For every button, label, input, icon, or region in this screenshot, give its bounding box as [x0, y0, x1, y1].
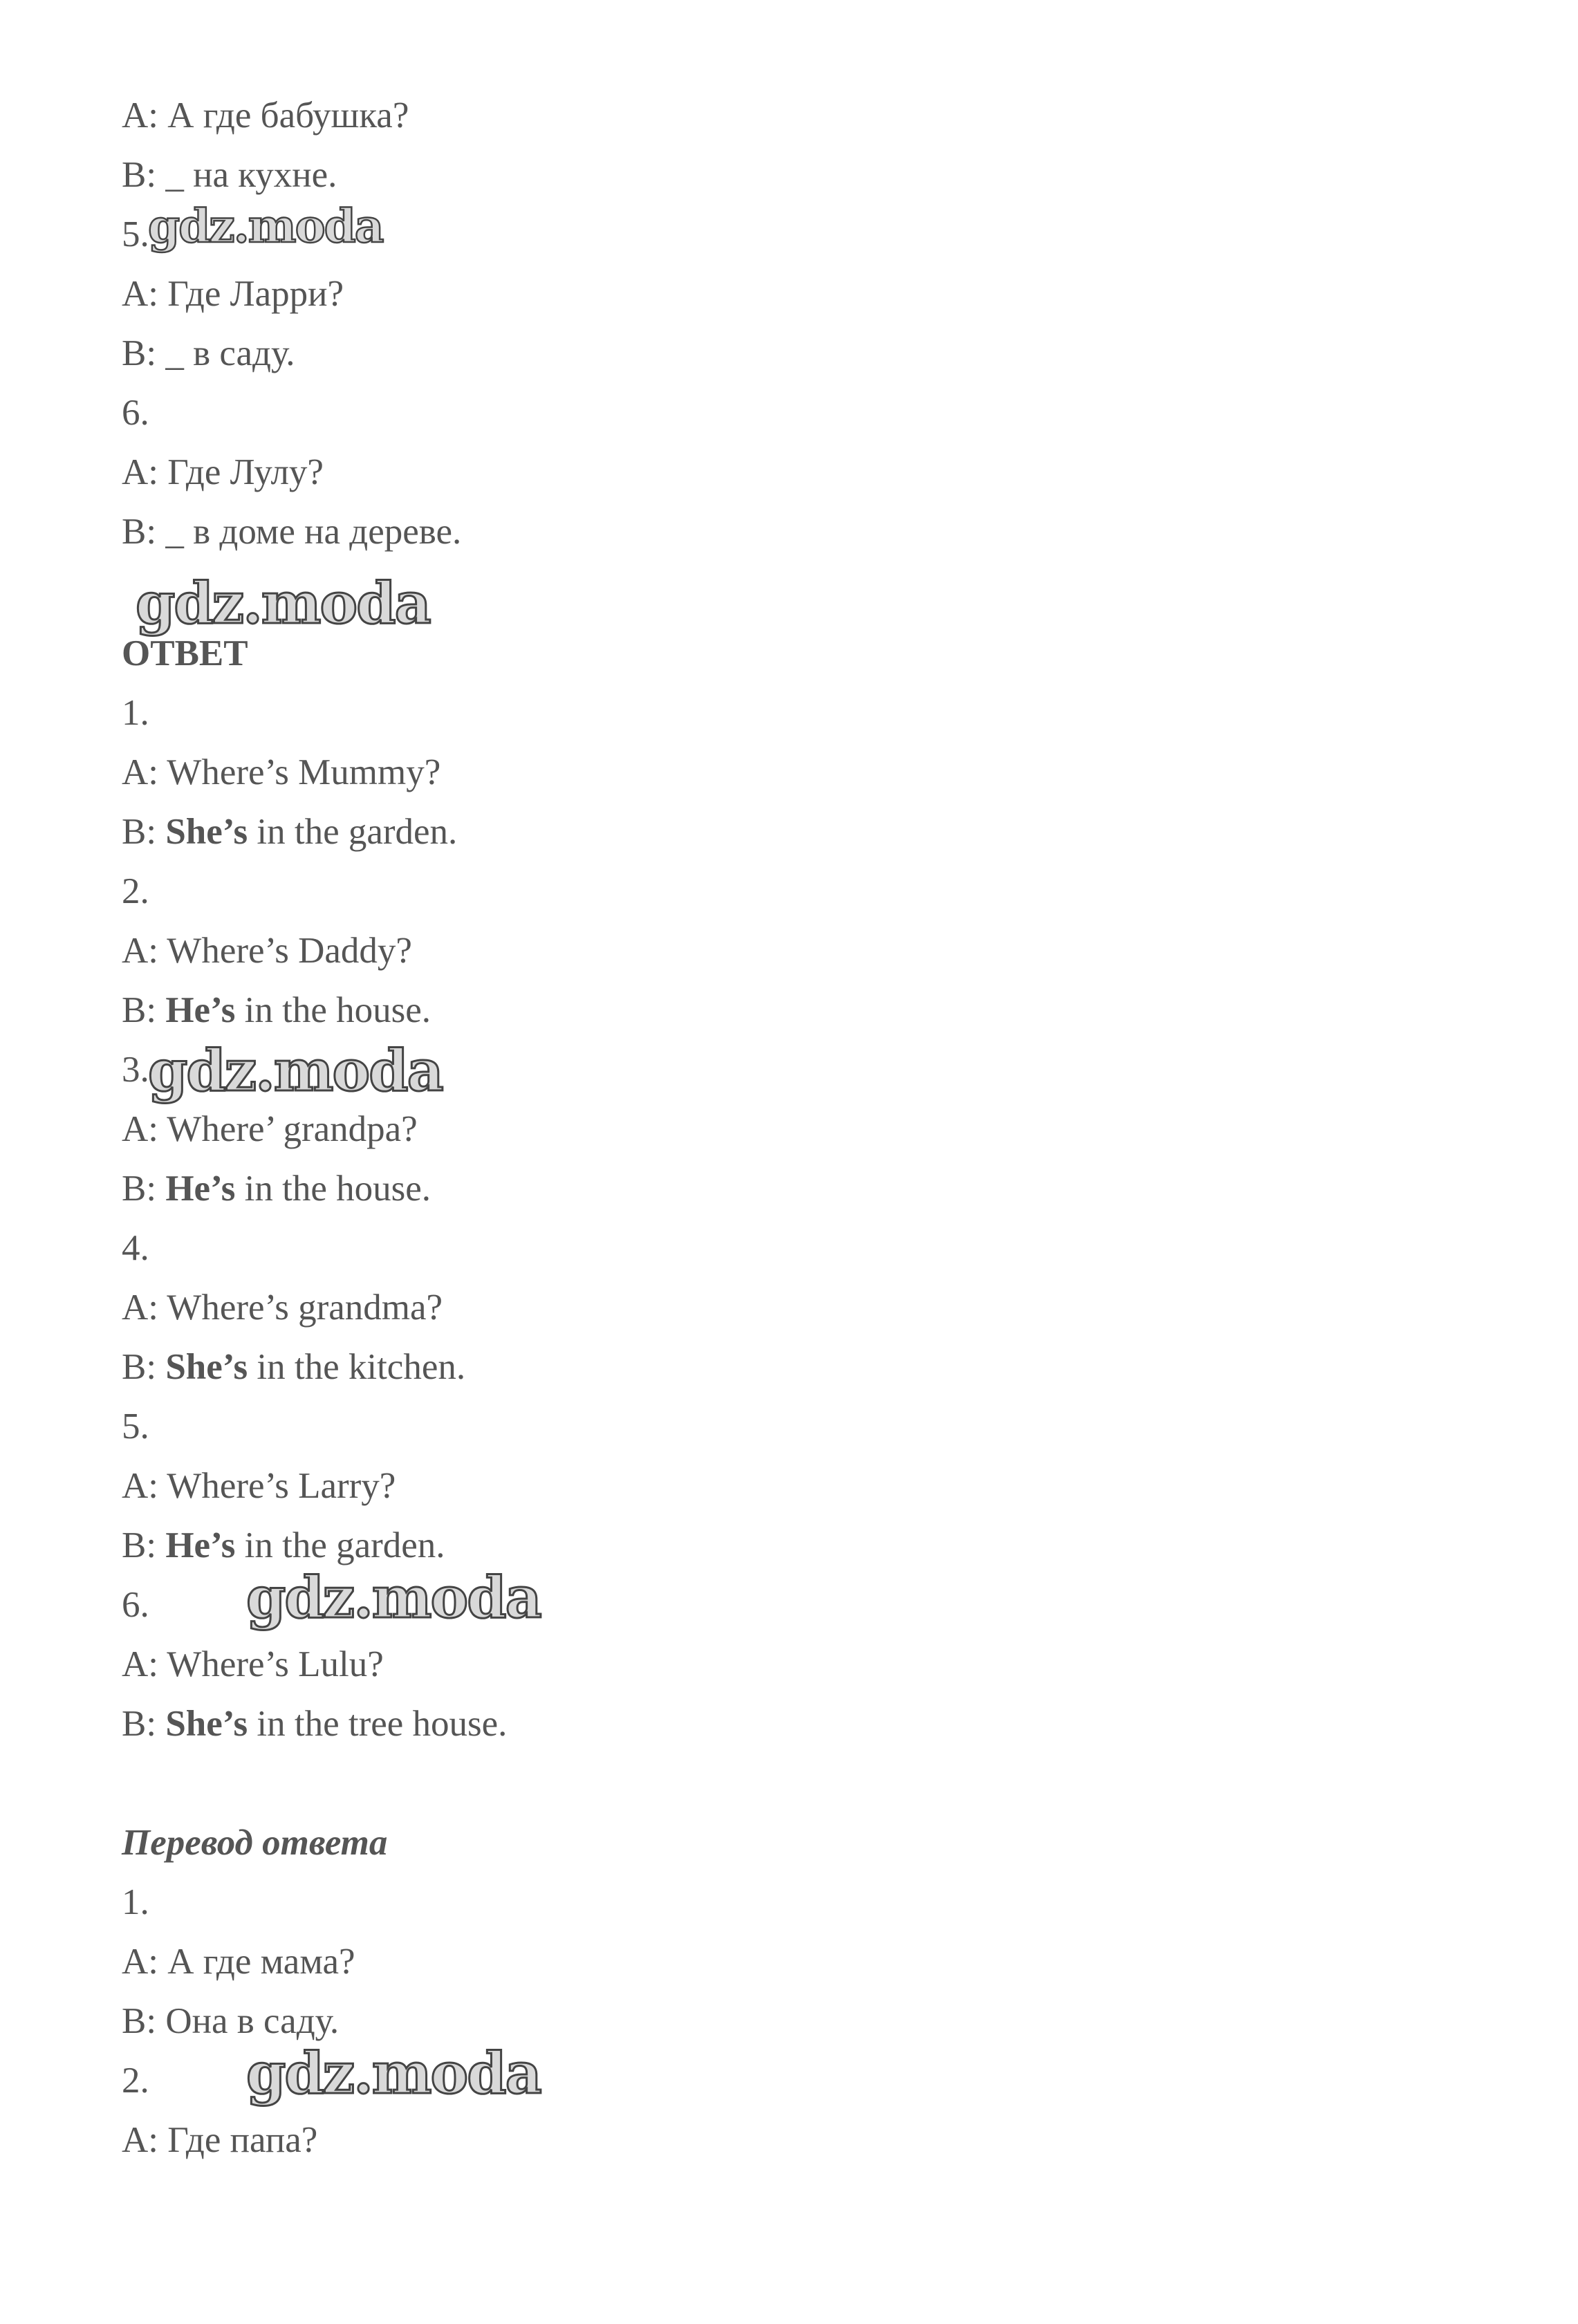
speaker-label: B: — [122, 1169, 166, 1209]
watermark-logo: gdz.moda — [148, 199, 383, 253]
answer-question: A: Where’s Larry? — [122, 1466, 396, 1506]
reply-rest: in the garden. — [235, 1525, 445, 1565]
item-number: 1. — [122, 693, 149, 733]
watermark-logo: gdz.moda — [136, 570, 430, 637]
dialog-line: B: _ в саду. — [122, 333, 295, 373]
item-number: 2. — [122, 871, 149, 911]
watermark-logo: gdz.moda — [148, 1038, 443, 1104]
item-number: 2. — [122, 2061, 149, 2101]
speaker-label: B: — [122, 1704, 166, 1744]
pronoun-bold: She’s — [165, 812, 248, 852]
answer-reply — [122, 1702, 507, 1745]
item-number: 6. — [122, 1585, 149, 1625]
speaker-label: B: — [122, 990, 166, 1030]
reply-rest: in the kitchen. — [248, 1347, 466, 1387]
dialog-line: A: Где Лулу? — [122, 452, 324, 492]
item-number: 5. — [122, 214, 149, 254]
answer-heading: ОТВЕТ — [122, 633, 248, 673]
answer-question: A: Where’s Daddy? — [122, 931, 412, 971]
speaker-label: B: — [122, 1525, 166, 1565]
answer-reply — [122, 1524, 445, 1567]
reply-rest: in the house. — [235, 990, 431, 1030]
answer-question: A: Where’s Mummy? — [122, 752, 441, 792]
pronoun-bold: She’s — [165, 1704, 248, 1744]
reply-rest: in the house. — [235, 1169, 431, 1209]
item-number: 3. — [122, 1050, 149, 1090]
item-number: 6. — [122, 393, 149, 433]
dialog-line: A: А где бабушка? — [122, 95, 409, 136]
reply-rest: in the garden. — [248, 812, 458, 852]
speaker-label: B: — [122, 1347, 166, 1387]
answer-question: A: Where’s Lulu? — [122, 1644, 384, 1684]
watermark-logo: gdz.moda — [246, 2041, 541, 2107]
dialog-line: B: _ в доме на дереве. — [122, 512, 462, 552]
item-number: 4. — [122, 1228, 149, 1268]
answer-reply — [122, 1346, 465, 1388]
answer-reply — [122, 810, 457, 853]
dialog-line: B: _ на кухне. — [122, 155, 337, 195]
answer-reply — [122, 989, 431, 1032]
item-number: 5. — [122, 1406, 149, 1447]
dialog-line: A: Где Ларри? — [122, 274, 344, 314]
item-number: 1. — [122, 1882, 149, 1922]
answer-reply — [122, 1167, 431, 1210]
translation-heading: Перевод ответа — [122, 1823, 388, 1863]
pronoun-bold: He’s — [165, 1169, 236, 1209]
reply-rest: in the tree house. — [248, 1704, 508, 1744]
speaker-label: B: — [122, 812, 166, 852]
translation-reply: B: Она в саду. — [122, 2001, 340, 2041]
pronoun-bold: He’s — [165, 990, 236, 1030]
answer-question: A: Where’ grandpa? — [122, 1109, 418, 1149]
pronoun-bold: He’s — [165, 1525, 236, 1565]
translation-question: A: А где мама? — [122, 1942, 355, 1982]
translation-question: A: Где папа? — [122, 2120, 318, 2160]
pronoun-bold: She’s — [165, 1347, 248, 1387]
watermark-logo: gdz.moda — [246, 1565, 541, 1631]
answer-question: A: Where’s grandma? — [122, 1288, 443, 1328]
